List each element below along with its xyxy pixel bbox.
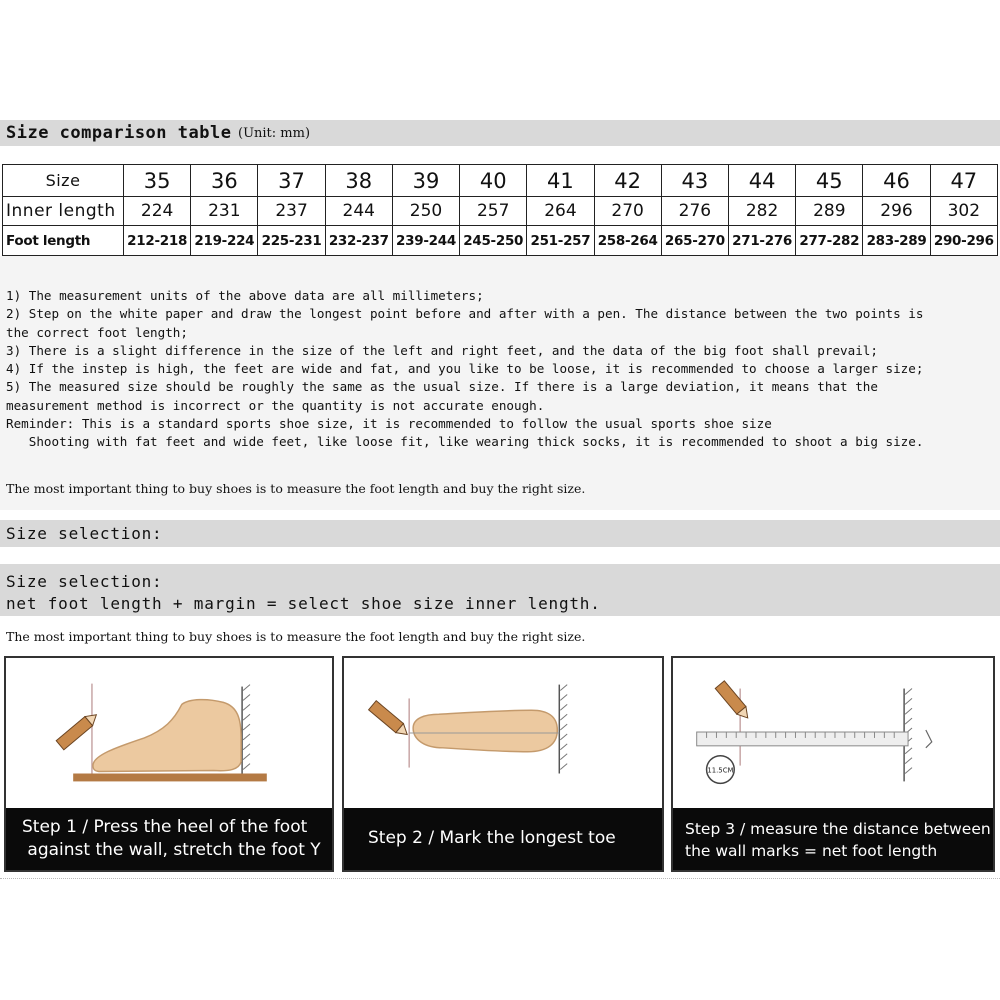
size-selection-formula: net foot length + margin = select shoe size inner length. (6, 594, 601, 613)
foot-length-cell: 219-224 (191, 226, 258, 256)
measure-distance-illustration (673, 658, 993, 808)
ruler-measurement-label: 11.5CM (707, 766, 734, 775)
inner-length-cell: 250 (392, 197, 459, 226)
size-comparison-title: Size comparison table (6, 123, 232, 143)
step-1-line-2: against the wall, stretch the foot Y (22, 840, 321, 860)
size-cell: 38 (325, 165, 392, 197)
foot-length-cell: 239-244 (392, 226, 459, 256)
inner-length-cell: 296 (863, 197, 930, 226)
foot-length-cell: 212-218 (124, 226, 191, 256)
size-table (2, 164, 998, 256)
note-line: measurement method is incorrect or the quantity is not accurate enough. (6, 397, 545, 413)
step-1-panel (4, 656, 334, 872)
foot-length-cell: 225-231 (258, 226, 325, 256)
inner-length-cell: 282 (728, 197, 795, 226)
foot-length-cell: 251-257 (527, 226, 594, 256)
inner-length-row (3, 197, 998, 226)
note-line: 3) There is a slight difference in the size of the left and right feet, and the data of the big foot shall prevail; (6, 342, 878, 358)
note-line: the correct foot length; (6, 324, 188, 340)
size-cell: 39 (392, 165, 459, 197)
step-1-caption (6, 808, 332, 870)
foot-length-row (3, 226, 998, 256)
size-cell: 36 (191, 165, 258, 197)
foot-length-cell: 245-250 (460, 226, 527, 256)
foot-length-cell: 258-264 (594, 226, 661, 256)
size-cell: 42 (594, 165, 661, 197)
inner-length-cell: 231 (191, 197, 258, 226)
foot-length-cell: 290-296 (930, 226, 997, 256)
foot-length-cell: 265-270 (661, 226, 728, 256)
foot-length-cell: 283-289 (863, 226, 930, 256)
step-3-line-2: the wall marks = net foot length (685, 842, 938, 860)
size-comparison-header (0, 120, 1000, 146)
size-selection-header (0, 520, 1000, 547)
step-2-panel (342, 656, 664, 872)
inner-length-cell: 289 (796, 197, 863, 226)
note-line: Reminder: This is a standard sports shoe size, it is recommended to follow the usual sports shoe size (6, 416, 772, 432)
size-cell: 46 (863, 165, 930, 197)
size-cell: 40 (460, 165, 527, 197)
size-cell: 37 (258, 165, 325, 197)
measurement-notes (6, 287, 996, 452)
step-3-line-1: Step 3 / measure the distance between (685, 820, 991, 838)
inner-length-cell: 264 (527, 197, 594, 226)
step-1-line-1: Step 1 / Press the heel of the foot (22, 817, 308, 837)
inner-length-cell: 244 (325, 197, 392, 226)
foot-length-cell: 271-276 (728, 226, 795, 256)
note-line: 4) If the instep is high, the feet are wide and fat, and you like to be loose, it is recommended to choose a larger size; (6, 361, 924, 377)
step-3-caption (673, 808, 993, 870)
inner-length-cell: 302 (930, 197, 997, 226)
step-2-line-1: Step 2 / Mark the longest toe (368, 828, 616, 848)
bottom-divider (0, 878, 1000, 879)
size-cell: 47 (930, 165, 997, 197)
note-line: 2) Step on the white paper and draw the longest point before and after with a pen. The distance between the two points is (6, 306, 924, 322)
unit-label: (Unit: mm) (238, 126, 311, 141)
mark-longest-toe-illustration (344, 658, 662, 808)
foot-length-cell: 232-237 (325, 226, 392, 256)
important-tip: The most important thing to buy shoes is to measure the foot length and buy the right size. (6, 481, 586, 496)
size-cell: 43 (661, 165, 728, 197)
inner-length-cell: 224 (124, 197, 191, 226)
size-selection-title: Size selection: (6, 524, 163, 543)
row-header-inner-length: Inner length (3, 197, 124, 226)
step-2-caption (344, 808, 662, 870)
inner-length-cell: 237 (258, 197, 325, 226)
row-header-size: Size (3, 165, 124, 197)
inner-length-cell: 270 (594, 197, 661, 226)
row-header-foot-length: Foot length (3, 226, 124, 256)
foot-length-cell: 277-282 (796, 226, 863, 256)
foot-against-wall-illustration (6, 658, 332, 808)
inner-length-cell: 276 (661, 197, 728, 226)
size-cell: 41 (527, 165, 594, 197)
important-tip: The most important thing to buy shoes is to measure the foot length and buy the right size. (6, 629, 586, 644)
size-selection-title: Size selection: (6, 572, 163, 591)
size-selection-formula-band (0, 564, 1000, 616)
note-line: 1) The measurement units of the above data are all millimeters; (6, 288, 484, 303)
inner-length-cell: 257 (460, 197, 527, 226)
size-row (3, 165, 998, 197)
size-cell: 35 (124, 165, 191, 197)
step-3-panel (671, 656, 995, 872)
size-cell: 45 (796, 165, 863, 197)
note-line: 5) The measured size should be roughly the same as the usual size. If there is a large deviation, it means that the (6, 379, 878, 395)
note-line: Shooting with fat feet and wide feet, like loose fit, like wearing thick socks, it is recommended to shoot a big size. (6, 434, 924, 450)
size-cell: 44 (728, 165, 795, 197)
